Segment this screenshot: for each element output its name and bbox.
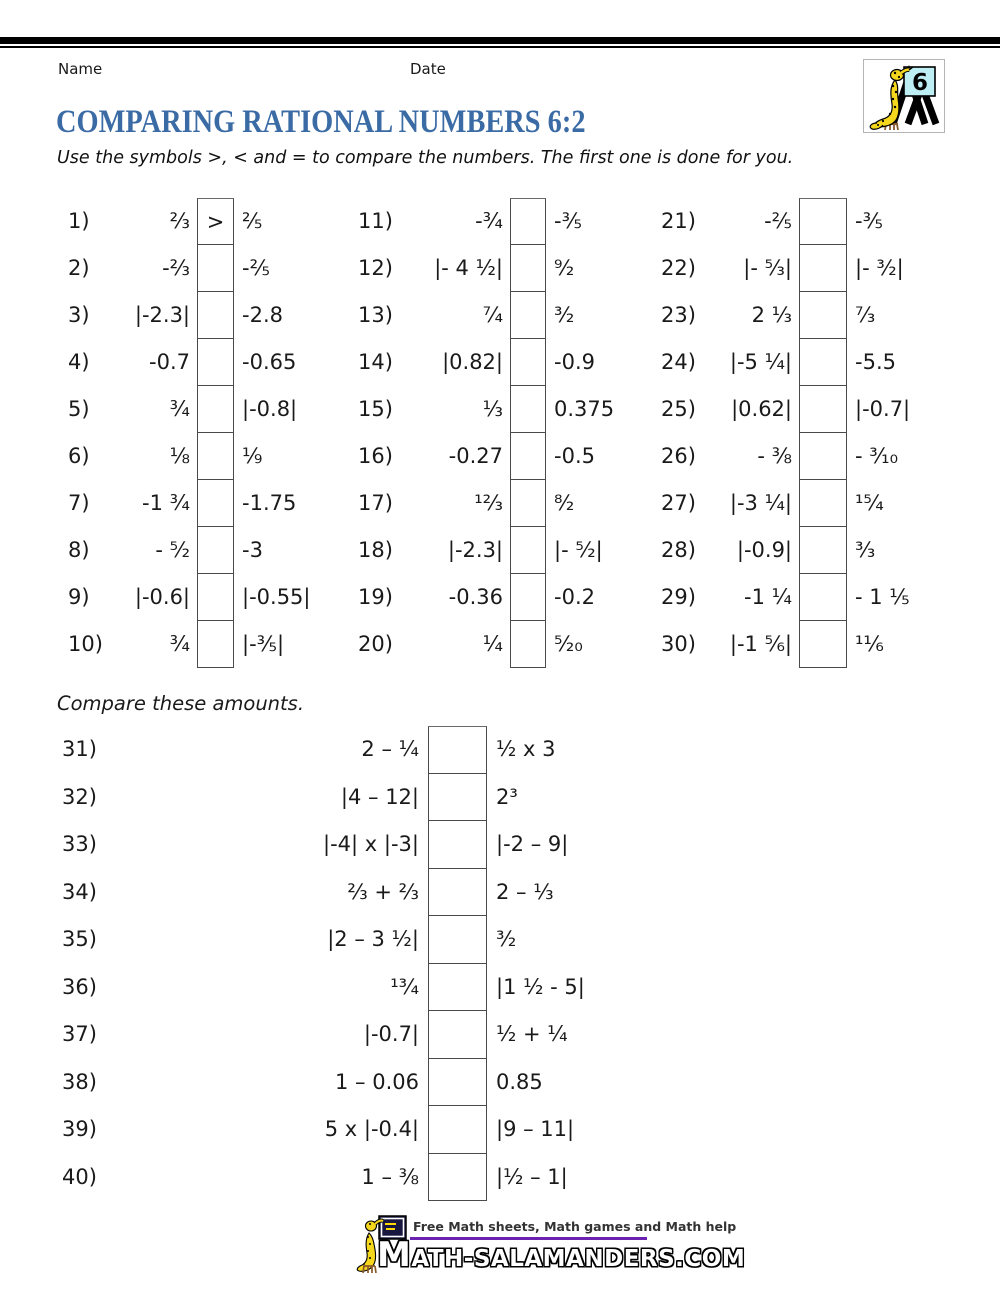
answer-box[interactable] <box>428 964 487 1012</box>
left-value: -⅔ <box>162 256 190 280</box>
left-value: |0.62| <box>731 397 792 421</box>
problem-row <box>62 1106 682 1154</box>
top-divider-thick <box>0 37 1000 44</box>
problem-number: 10) <box>68 632 103 656</box>
answer-box[interactable] <box>428 869 487 917</box>
section2-heading: Compare these amounts. <box>57 692 305 715</box>
date-label: Date <box>410 60 446 78</box>
right-value: ¹⁵⁄₄ <box>855 491 884 515</box>
answer-box[interactable] <box>799 527 847 574</box>
answer-box[interactable] <box>510 574 546 621</box>
problem-row <box>60 386 352 433</box>
problem-row <box>60 527 352 574</box>
problems-column-2 <box>355 198 655 668</box>
left-value: |- 4 ½| <box>434 256 503 280</box>
problem-number: 13) <box>358 303 393 327</box>
problem-number: 40) <box>62 1164 97 1189</box>
answer-box[interactable]: > <box>197 198 234 245</box>
answer-box[interactable] <box>197 574 234 621</box>
answer-box[interactable] <box>799 339 847 386</box>
problem-number: 24) <box>661 350 696 374</box>
left-value: -⅖ <box>764 209 792 233</box>
answer-box[interactable] <box>799 386 847 433</box>
problem-number: 35) <box>62 927 97 951</box>
problem-number: 2) <box>68 256 90 280</box>
problem-number: 3) <box>68 303 90 327</box>
left-value: |-0.7| <box>363 1022 419 1046</box>
right-value: ⅖ <box>242 209 263 233</box>
left-value: 5 x |-0.4| <box>324 1117 419 1141</box>
right-value: ½ + ¼ <box>496 1022 568 1046</box>
problem-row <box>62 726 682 774</box>
right-value: |9 – 11| <box>496 1117 575 1141</box>
left-value: 1 – 0.06 <box>335 1069 419 1094</box>
problem-row <box>355 339 655 386</box>
answer-box[interactable] <box>197 245 234 292</box>
grade-logo <box>863 59 945 133</box>
problem-number: 31) <box>62 737 97 761</box>
left-value: 1 – ⅜ <box>361 1164 419 1189</box>
problem-row <box>60 574 352 621</box>
answer-box[interactable] <box>428 1106 487 1154</box>
problem-number: 29) <box>661 585 696 609</box>
problem-row <box>355 292 655 339</box>
answer-box[interactable] <box>799 574 847 621</box>
answer-box[interactable] <box>510 527 546 574</box>
problem-row <box>355 386 655 433</box>
problem-number: 11) <box>358 209 393 233</box>
right-value: |-⅗| <box>242 632 285 656</box>
left-value: ⅔ + ⅔ <box>347 879 419 904</box>
right-value: ⁸⁄₂ <box>554 491 575 515</box>
left-value: 2 – ¼ <box>361 737 419 761</box>
problem-number: 6) <box>68 444 90 468</box>
problem-row <box>62 869 682 917</box>
right-value: |-2 – 9| <box>496 832 569 856</box>
problem-number: 5) <box>68 397 90 421</box>
right-value: ½ x 3 <box>496 737 556 761</box>
page-title: COMPARING RATIONAL NUMBERS 6:2 <box>56 104 586 140</box>
problem-number: 23) <box>661 303 696 327</box>
answer-box[interactable] <box>428 774 487 822</box>
left-value: |-0.9| <box>736 538 792 562</box>
right-value: |½ – 1| <box>496 1164 568 1189</box>
left-value: - ⅜ <box>757 444 792 468</box>
problem-number: 36) <box>62 974 97 999</box>
right-value: |-0.55| <box>242 585 311 609</box>
answer-box[interactable] <box>197 339 234 386</box>
answer-box[interactable] <box>510 386 546 433</box>
answer-box[interactable] <box>428 916 487 964</box>
problem-number: 21) <box>661 209 696 233</box>
right-value: ³⁄₃ <box>855 538 876 562</box>
problem-row <box>658 621 993 668</box>
problem-row <box>62 1154 682 1202</box>
problem-row <box>658 527 993 574</box>
problem-row <box>60 621 352 668</box>
problem-row <box>62 1059 682 1107</box>
problem-row <box>658 339 993 386</box>
problem-row <box>60 339 352 386</box>
left-value: - ⁵⁄₂ <box>155 538 190 562</box>
left-value: -0.36 <box>448 585 503 609</box>
right-value: |-0.8| <box>242 397 298 421</box>
problem-number: 14) <box>358 350 393 374</box>
answer-box[interactable] <box>799 621 847 668</box>
answer-box[interactable] <box>799 433 847 480</box>
problem-number: 25) <box>661 397 696 421</box>
right-value: 2 – ⅓ <box>496 879 554 904</box>
right-value: -3 <box>242 538 263 562</box>
problem-number: 9) <box>68 585 90 609</box>
answer-box[interactable] <box>799 245 847 292</box>
left-value: ¼ <box>482 632 503 656</box>
problem-number: 39) <box>62 1117 97 1141</box>
left-value: ¹³⁄₄ <box>390 974 419 999</box>
answer-box[interactable] <box>428 821 487 869</box>
left-value: -¾ <box>475 209 503 233</box>
problems-column-3 <box>658 198 993 668</box>
problem-number: 12) <box>358 256 393 280</box>
problem-number: 38) <box>62 1069 97 1094</box>
answer-box[interactable] <box>510 621 546 668</box>
right-value: ³⁄₂ <box>496 927 517 951</box>
left-value: ⅛ <box>169 444 190 468</box>
right-value: |1 ½ - 5| <box>496 974 585 999</box>
problem-number: 26) <box>661 444 696 468</box>
name-label: Name <box>58 60 103 78</box>
right-value: ³⁄₂ <box>554 303 575 327</box>
right-value: ⅑ <box>242 444 263 468</box>
right-value: -0.9 <box>554 350 595 374</box>
left-value: |-2.3| <box>134 303 190 327</box>
problem-number: 7) <box>68 491 90 515</box>
problem-number: 19) <box>358 585 393 609</box>
problem-number: 28) <box>661 538 696 562</box>
problem-row <box>60 480 352 527</box>
answer-box[interactable] <box>510 245 546 292</box>
left-value: ⅓ <box>482 397 503 421</box>
problem-number: 27) <box>661 491 696 515</box>
problem-row <box>62 964 682 1012</box>
left-value: 2 ¹⁄₃ <box>751 303 792 327</box>
problem-row <box>62 821 682 869</box>
problem-number: 32) <box>62 784 97 809</box>
answer-box[interactable] <box>510 433 546 480</box>
left-value: |2 – 3 ½| <box>327 927 419 951</box>
answer-box[interactable] <box>799 292 847 339</box>
problem-number: 15) <box>358 397 393 421</box>
problem-row <box>658 386 993 433</box>
problem-number: 20) <box>358 632 393 656</box>
answer-box[interactable] <box>428 1011 487 1059</box>
problem-row <box>60 292 352 339</box>
left-value: |4 – 12| <box>340 784 419 809</box>
right-value: - ³⁄₁₀ <box>855 444 899 468</box>
problem-row <box>60 433 352 480</box>
answer-box[interactable] <box>197 480 234 527</box>
left-value: |-2.3| <box>447 538 503 562</box>
right-value: -⅗ <box>554 209 582 233</box>
left-value: ⅔ <box>169 209 190 233</box>
right-value: ⁵⁄₂₀ <box>554 632 583 656</box>
answer-box[interactable] <box>197 621 234 668</box>
right-value: -5.5 <box>855 350 896 374</box>
problem-row <box>355 433 655 480</box>
left-value: -0.27 <box>448 444 503 468</box>
left-value: -1 ¼ <box>744 585 792 609</box>
problem-row <box>658 433 993 480</box>
problem-row <box>60 245 352 292</box>
problem-row <box>658 245 993 292</box>
answer-box[interactable] <box>510 198 546 245</box>
right-value: |- ⁵⁄₂| <box>554 538 603 562</box>
left-value: ¾ <box>169 397 190 421</box>
answer-box[interactable] <box>197 386 234 433</box>
problem-row <box>658 480 993 527</box>
left-value: |- ⁵⁄₃| <box>743 256 792 280</box>
grade-badge: 6 <box>911 70 929 96</box>
problem-row <box>62 1011 682 1059</box>
right-value: -0.65 <box>242 350 297 374</box>
right-value: -0.2 <box>554 585 595 609</box>
problem-number: 18) <box>358 538 393 562</box>
problem-row <box>355 480 655 527</box>
left-value: -1 ¾ <box>142 491 190 515</box>
left-value: ¹²⁄₃ <box>474 491 503 515</box>
answer-box[interactable] <box>799 480 847 527</box>
left-value: ⁷⁄₄ <box>482 303 503 327</box>
left-value: ¾ <box>169 632 190 656</box>
problem-number: 4) <box>68 350 90 374</box>
answer-box[interactable] <box>197 292 234 339</box>
problem-row <box>355 198 655 245</box>
answer-box[interactable] <box>799 198 847 245</box>
problem-row <box>355 574 655 621</box>
left-value: -0.7 <box>149 350 190 374</box>
problem-row <box>355 621 655 668</box>
problem-number: 1) <box>68 209 90 233</box>
left-value: |0.82| <box>442 350 503 374</box>
right-value: -⅖ <box>242 256 270 280</box>
answer-box[interactable] <box>510 339 546 386</box>
problem-number: 8) <box>68 538 90 562</box>
compare-amounts-rows <box>62 726 682 1201</box>
answer-box[interactable] <box>428 726 487 774</box>
problem-number: 37) <box>62 1022 97 1046</box>
right-value: ¹¹⁄₆ <box>855 632 884 656</box>
right-value: |-0.7| <box>855 397 911 421</box>
problems-column-1 <box>60 198 352 668</box>
right-value: -2.8 <box>242 303 283 327</box>
answer-box[interactable] <box>428 1154 487 1202</box>
problem-number: 30) <box>661 632 696 656</box>
problem-row <box>60 198 352 245</box>
answer-box[interactable] <box>197 527 234 574</box>
left-value: |-1 ⁵⁄₆| <box>729 632 792 656</box>
answer-box[interactable] <box>510 480 546 527</box>
right-value: ⁷⁄₃ <box>855 303 876 327</box>
problem-number: 16) <box>358 444 393 468</box>
right-value: ⁹⁄₂ <box>554 256 575 280</box>
problem-number: 34) <box>62 879 97 904</box>
top-divider-thin <box>0 46 1000 48</box>
salamander-easel-icon <box>864 60 942 130</box>
problem-row <box>658 574 993 621</box>
right-value: |- ³⁄₂| <box>855 256 904 280</box>
left-value: |-0.6| <box>134 585 190 609</box>
answer-box[interactable] <box>510 292 546 339</box>
right-value: - 1 ⅕ <box>855 585 910 609</box>
problem-row <box>658 292 993 339</box>
right-value: -1.75 <box>242 491 297 515</box>
problem-row <box>62 916 682 964</box>
left-value: |-3 ¼| <box>729 491 792 515</box>
problem-row <box>62 774 682 822</box>
answer-box[interactable] <box>428 1059 487 1107</box>
answer-box[interactable] <box>197 433 234 480</box>
problem-number: 17) <box>358 491 393 515</box>
problem-row <box>355 245 655 292</box>
problem-number: 33) <box>62 832 97 856</box>
left-value: |-4| x |-3| <box>323 832 419 856</box>
problem-row <box>355 527 655 574</box>
instructions-text: Use the symbols >, < and = to compare the numbers. The first one is done for you. <box>57 148 794 168</box>
right-value: -0.5 <box>554 444 595 468</box>
footer-wordmark: MATH-SALAMANDERS.COM <box>377 1235 746 1275</box>
problem-number: 22) <box>661 256 696 280</box>
footer-tagline: Free Math sheets, Math games and Math help <box>413 1219 737 1234</box>
right-value: 0.85 <box>496 1069 543 1094</box>
right-value: 0.375 <box>554 397 615 421</box>
right-value: -⅗ <box>855 209 883 233</box>
problem-row <box>658 198 993 245</box>
right-value: 2³ <box>496 784 518 809</box>
left-value: |-5 ¼| <box>729 350 792 374</box>
